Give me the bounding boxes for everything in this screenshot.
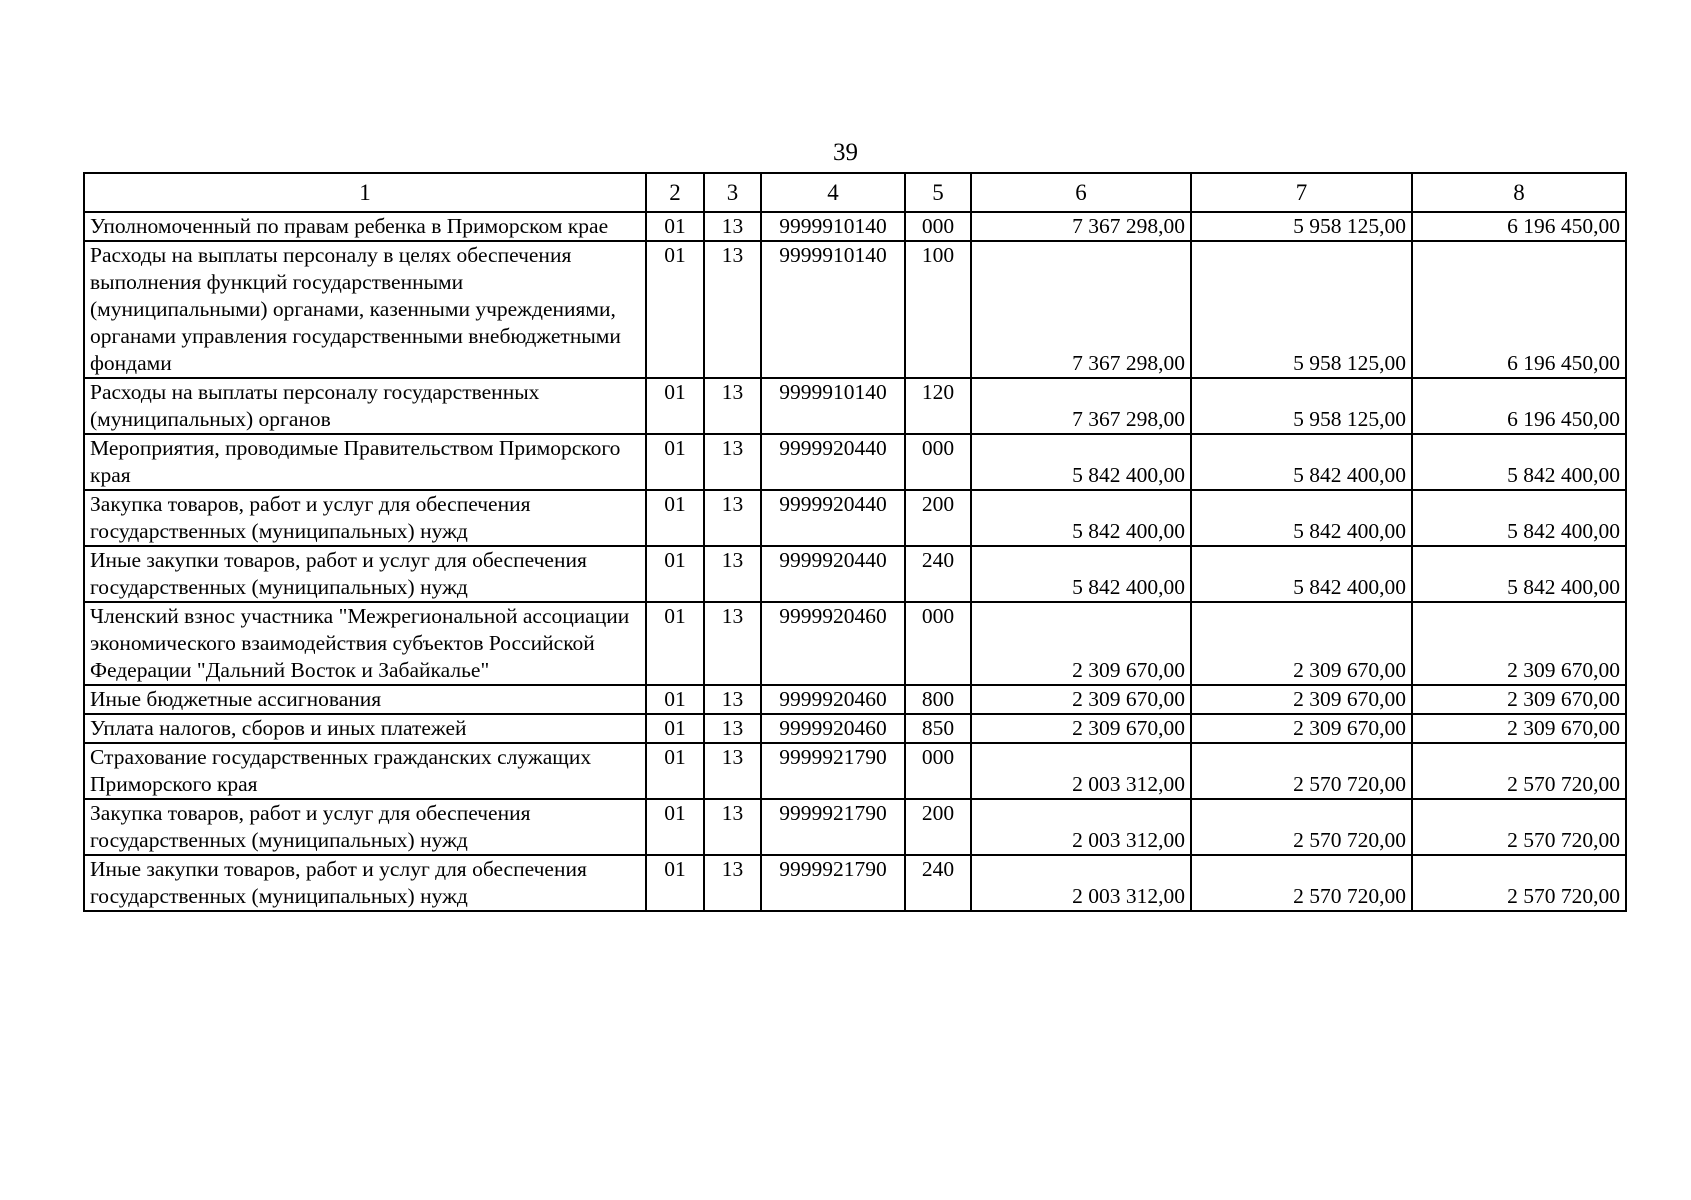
target-article-code: 9999920460	[761, 714, 905, 743]
amount-col8: 2 570 720,00	[1412, 743, 1626, 799]
table-row	[84, 714, 1626, 743]
target-article-code: 9999920460	[761, 602, 905, 685]
table-row	[84, 685, 1626, 714]
subsection-code: 13	[704, 434, 761, 490]
amount-col6: 5 842 400,00	[971, 434, 1191, 490]
amount-col8: 2 309 670,00	[1412, 714, 1626, 743]
amount-col8: 2 570 720,00	[1412, 855, 1626, 911]
section-code: 01	[646, 546, 704, 602]
row-name: Членский взнос участника "Межрегиональной ассоциации экономического взаимодействия субъектов Российской Федерации "Дальний Восток и Забайкалье"	[84, 602, 646, 685]
amount-col6: 2 309 670,00	[971, 602, 1191, 685]
amount-col8: 6 196 450,00	[1412, 212, 1626, 241]
section-code: 01	[646, 241, 704, 378]
amount-col6: 2 003 312,00	[971, 743, 1191, 799]
expense-type-code: 000	[905, 602, 971, 685]
section-code: 01	[646, 434, 704, 490]
row-name: Страхование государственных гражданских служащих Приморского края	[84, 743, 646, 799]
column-header: 1	[84, 173, 646, 212]
expense-type-code: 120	[905, 378, 971, 434]
expense-type-code: 200	[905, 490, 971, 546]
amount-col7: 5 958 125,00	[1191, 241, 1412, 378]
amount-col7: 2 570 720,00	[1191, 855, 1412, 911]
table-row	[84, 490, 1626, 546]
section-code: 01	[646, 799, 704, 855]
section-code: 01	[646, 855, 704, 911]
subsection-code: 13	[704, 212, 761, 241]
row-name: Иные бюджетные ассигнования	[84, 685, 646, 714]
row-name: Уплата налогов, сборов и иных платежей	[84, 714, 646, 743]
row-name: Иные закупки товаров, работ и услуг для обеспечения государственных (муниципальных) нужд	[84, 855, 646, 911]
table-row	[84, 743, 1626, 799]
row-name: Иные закупки товаров, работ и услуг для обеспечения государственных (муниципальных) нужд	[84, 546, 646, 602]
expense-type-code: 850	[905, 714, 971, 743]
amount-col8: 6 196 450,00	[1412, 241, 1626, 378]
expense-type-code: 100	[905, 241, 971, 378]
section-code: 01	[646, 490, 704, 546]
amount-col8: 2 570 720,00	[1412, 799, 1626, 855]
amount-col7: 2 570 720,00	[1191, 743, 1412, 799]
amount-col6: 5 842 400,00	[971, 546, 1191, 602]
amount-col6: 2 003 312,00	[971, 855, 1191, 911]
row-name: Расходы на выплаты персоналу в целях обеспечения выполнения функций государственными (муниципальными) органами, казенными учреждениями, органами управления государственными внебюджетными фондами	[84, 241, 646, 378]
section-code: 01	[646, 602, 704, 685]
amount-col6: 2 309 670,00	[971, 685, 1191, 714]
subsection-code: 13	[704, 378, 761, 434]
target-article-code: 9999920460	[761, 685, 905, 714]
section-code: 01	[646, 378, 704, 434]
amount-col6: 2 003 312,00	[971, 799, 1191, 855]
amount-col8: 2 309 670,00	[1412, 602, 1626, 685]
amount-col6: 7 367 298,00	[971, 378, 1191, 434]
column-header: 7	[1191, 173, 1412, 212]
amount-col8: 5 842 400,00	[1412, 546, 1626, 602]
amount-col8: 5 842 400,00	[1412, 434, 1626, 490]
target-article-code: 9999910140	[761, 212, 905, 241]
table-row	[84, 546, 1626, 602]
expense-type-code: 000	[905, 212, 971, 241]
section-code: 01	[646, 685, 704, 714]
column-header: 4	[761, 173, 905, 212]
amount-col7: 5 842 400,00	[1191, 490, 1412, 546]
amount-col6: 7 367 298,00	[971, 212, 1191, 241]
target-article-code: 9999921790	[761, 855, 905, 911]
row-name: Закупка товаров, работ и услуг для обеспечения государственных (муниципальных) нужд	[84, 799, 646, 855]
row-name: Закупка товаров, работ и услуг для обеспечения государственных (муниципальных) нужд	[84, 490, 646, 546]
subsection-code: 13	[704, 602, 761, 685]
subsection-code: 13	[704, 714, 761, 743]
target-article-code: 9999921790	[761, 743, 905, 799]
column-header: 8	[1412, 173, 1626, 212]
budget-table	[83, 172, 1627, 912]
table-row	[84, 602, 1626, 685]
subsection-code: 13	[704, 685, 761, 714]
table-row	[84, 378, 1626, 434]
amount-col7: 5 958 125,00	[1191, 378, 1412, 434]
column-header: 3	[704, 173, 761, 212]
row-name: Расходы на выплаты персоналу государственных (муниципальных) органов	[84, 378, 646, 434]
subsection-code: 13	[704, 546, 761, 602]
page-number: 39	[833, 139, 858, 166]
table-row	[84, 434, 1626, 490]
section-code: 01	[646, 743, 704, 799]
expense-type-code: 000	[905, 743, 971, 799]
target-article-code: 9999920440	[761, 546, 905, 602]
target-article-code: 9999920440	[761, 490, 905, 546]
expense-type-code: 800	[905, 685, 971, 714]
amount-col7: 2 309 670,00	[1191, 685, 1412, 714]
column-header: 5	[905, 173, 971, 212]
row-name: Мероприятия, проводимые Правительством Приморского края	[84, 434, 646, 490]
expense-type-code: 200	[905, 799, 971, 855]
subsection-code: 13	[704, 241, 761, 378]
table-row	[84, 241, 1626, 378]
target-article-code: 9999920440	[761, 434, 905, 490]
table-row	[84, 212, 1626, 241]
table-row	[84, 855, 1626, 911]
amount-col8: 6 196 450,00	[1412, 378, 1626, 434]
amount-col7: 2 570 720,00	[1191, 799, 1412, 855]
amount-col6: 7 367 298,00	[971, 241, 1191, 378]
row-name: Уполномоченный по правам ребенка в Приморском крае	[84, 212, 646, 241]
amount-col7: 5 842 400,00	[1191, 434, 1412, 490]
expense-type-code: 240	[905, 855, 971, 911]
subsection-code: 13	[704, 799, 761, 855]
amount-col7: 5 842 400,00	[1191, 546, 1412, 602]
subsection-code: 13	[704, 855, 761, 911]
amount-col7: 5 958 125,00	[1191, 212, 1412, 241]
target-article-code: 9999910140	[761, 241, 905, 378]
target-article-code: 9999921790	[761, 799, 905, 855]
column-header: 6	[971, 173, 1191, 212]
amount-col8: 2 309 670,00	[1412, 685, 1626, 714]
table-row	[84, 799, 1626, 855]
column-header: 2	[646, 173, 704, 212]
amount-col8: 5 842 400,00	[1412, 490, 1626, 546]
target-article-code: 9999910140	[761, 378, 905, 434]
amount-col6: 2 309 670,00	[971, 714, 1191, 743]
subsection-code: 13	[704, 743, 761, 799]
section-code: 01	[646, 714, 704, 743]
expense-type-code: 240	[905, 546, 971, 602]
section-code: 01	[646, 212, 704, 241]
amount-col7: 2 309 670,00	[1191, 714, 1412, 743]
expense-type-code: 000	[905, 434, 971, 490]
column-number-row	[84, 173, 1626, 212]
amount-col6: 5 842 400,00	[971, 490, 1191, 546]
subsection-code: 13	[704, 490, 761, 546]
amount-col7: 2 309 670,00	[1191, 602, 1412, 685]
